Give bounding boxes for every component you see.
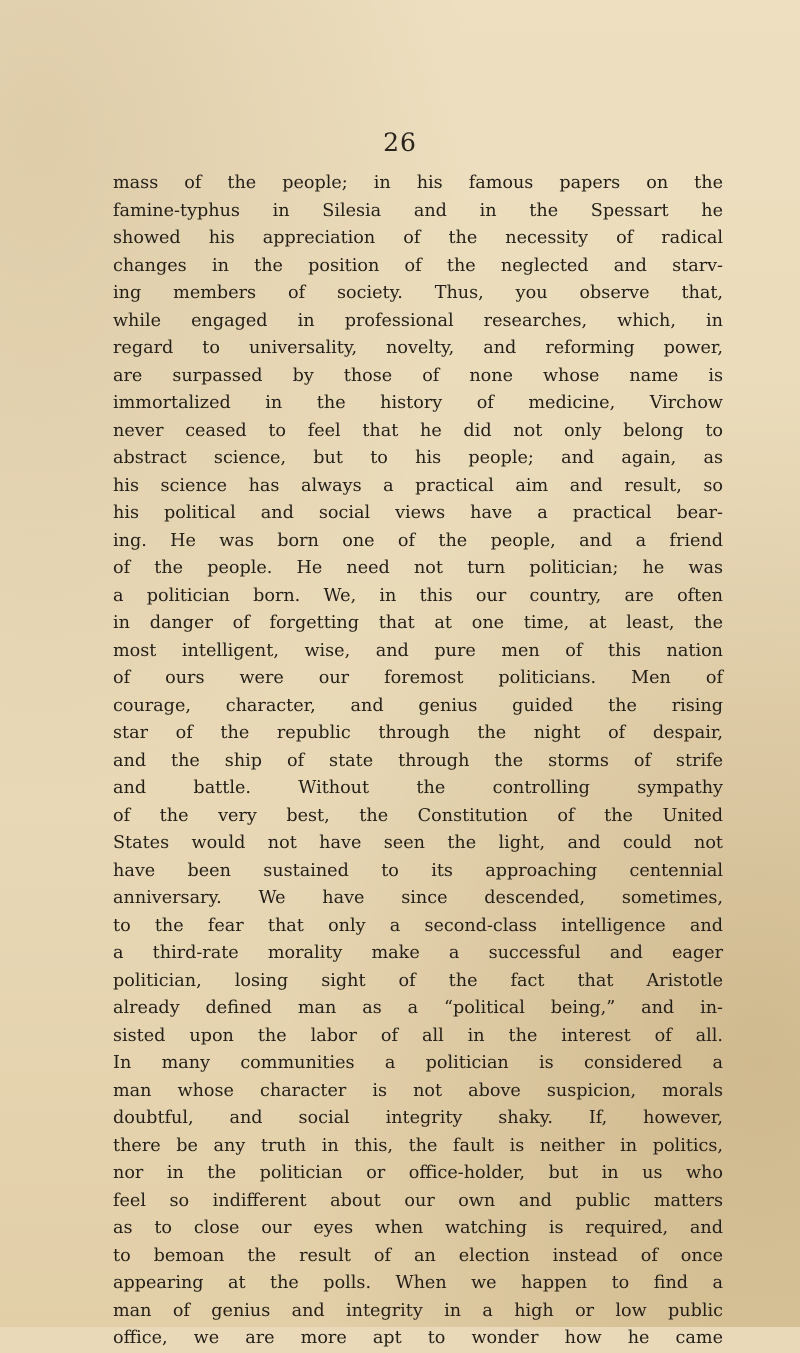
text-line: doubtful, and social integrity shaky. If, however, <box>113 1108 723 1128</box>
text-line: regard to universality, novelty, and reforming power, <box>113 338 723 358</box>
text-line: mass of the people; in his famous papers on the <box>113 173 723 193</box>
text-line: as to close our eyes when watching is required, and <box>113 1218 723 1238</box>
text-line: ing members of society. Thus, you observe that, <box>113 283 723 303</box>
text-line: in danger of forgetting that at one time, at least, the <box>113 613 723 633</box>
text-line: of ours were our foremost politicians. Men of <box>113 668 723 688</box>
text-line: nor in the politician or office-holder, but in us who <box>113 1163 723 1183</box>
text-line: politician, losing sight of the fact that Aristotle <box>113 970 723 991</box>
text-line: while engaged in professional researches, which, in <box>113 310 723 331</box>
text-line: most intelligent, wise, and pure men of this nation <box>113 640 723 661</box>
text-line: In many communities a politician is considered a <box>113 1053 723 1073</box>
text-line: star of the republic through the night of despair, <box>113 723 723 743</box>
text-line: of the people. He need not turn politician; he was <box>113 558 723 578</box>
text-line: changes in the position of the neglected and starv- <box>113 255 723 276</box>
text-line: man whose character is not above suspicion, morals <box>113 1080 723 1101</box>
text-line: there be any truth in this, the fault is neither in politics, <box>113 1135 723 1156</box>
text-line: never ceased to feel that he did not only belong to <box>113 420 723 441</box>
text-line: States would not have seen the light, and could not <box>113 833 723 853</box>
text-line: to bemoan the result of an election instead of once <box>113 1245 723 1266</box>
text-line: showed his appreciation of the necessity of radical <box>113 228 723 248</box>
body-text <box>113 170 723 1353</box>
text-line: and the ship of state through the storms of strife <box>113 750 723 771</box>
text-line: a third-rate morality make a successful and eager <box>113 943 723 963</box>
text-line: immortalized in the history of medicine, Virchow <box>113 393 723 413</box>
text-line: anniversary. We have since descended, sometimes, <box>113 888 723 908</box>
text-line: abstract science, but to his people; and again, as <box>113 448 723 468</box>
text-line: famine-typhus in Silesia and in the Spessart he <box>113 200 723 221</box>
text-line: ing. He was born one of the people, and a friend <box>113 530 723 551</box>
text-line: to the fear that only a second-class intelligence and <box>113 915 723 936</box>
text-line: his science has always a practical aim and result, so <box>113 475 723 496</box>
text-line: appearing at the polls. When we happen to find a <box>113 1273 723 1293</box>
text-line: office, we are more apt to wonder how he came <box>113 1328 723 1348</box>
text-line: a politician born. We, in this our country, are often <box>113 585 723 606</box>
text-line: courage, character, and genius guided the rising <box>113 695 723 716</box>
text-line: his political and social views have a practical bear- <box>113 503 723 523</box>
text-line: are surpassed by those of none whose name is <box>113 365 723 386</box>
text-line: and battle. Without the controlling sympathy <box>113 778 723 798</box>
text-line: man of genius and integrity in a high or low public <box>113 1300 723 1321</box>
text-line: sisted upon the labor of all in the interest of all. <box>113 1025 723 1046</box>
text-line: already defined man as a “political being,” and in- <box>113 998 723 1018</box>
page-number: 26 <box>383 128 417 157</box>
text-line: have been sustained to its approaching centennial <box>113 860 723 881</box>
text-line: of the very best, the Constitution of the United <box>113 805 723 826</box>
text-line: feel so indifferent about our own and public matters <box>113 1190 723 1211</box>
